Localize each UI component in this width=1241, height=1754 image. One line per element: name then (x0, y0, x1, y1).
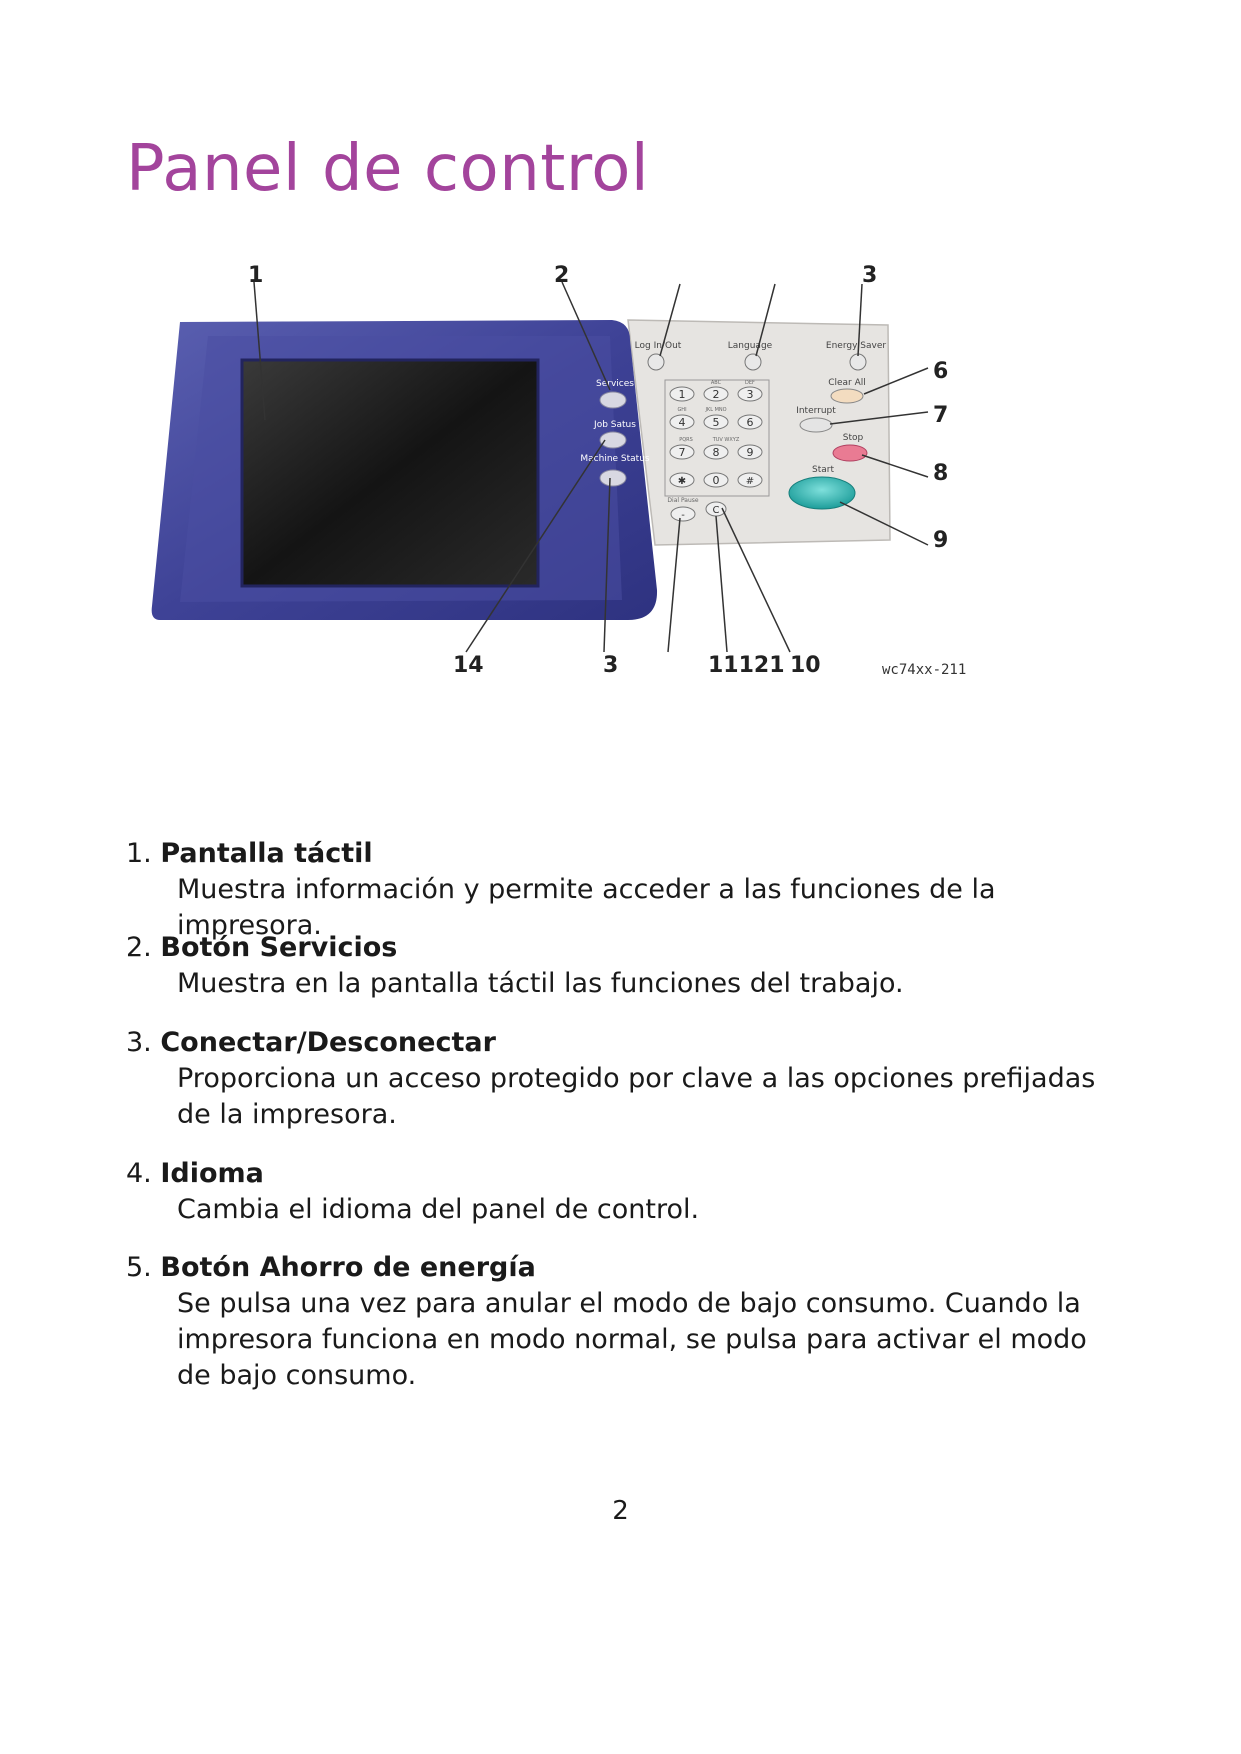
key-9-label: 9 (746, 446, 754, 459)
abc-label: ABC (710, 380, 722, 386)
item-label: Botón Ahorro de energía (160, 1252, 536, 1283)
dial-pause-glyph: - (681, 510, 685, 521)
language-label: Language (727, 341, 773, 351)
key-8-label: 8 (712, 446, 720, 459)
item-number: 3. (126, 1027, 152, 1058)
item-number: 1. (126, 838, 152, 869)
list-item (126, 1250, 1106, 1394)
callout-8-label: 8 (933, 461, 949, 486)
item-label: Pantalla táctil (160, 838, 373, 869)
log-button[interactable] (648, 354, 664, 370)
callout-2-label: 2 (554, 263, 570, 288)
log-label: Log In/Out (634, 341, 682, 351)
control-panel-figure (150, 263, 1080, 770)
key-7-label: 7 (678, 446, 686, 459)
item-description: Muestra información y permite acceder a las funciones de la impresora. (177, 874, 996, 941)
tuv-label: TUV WXYZ (712, 437, 740, 443)
dial-pause-label: Dial Pause (667, 497, 699, 504)
key-0-label: 0 (712, 474, 720, 487)
key-1-label: 1 (678, 388, 686, 401)
energy-label: Energy Saver (825, 341, 887, 351)
item-label: Conectar/Desconectar (160, 1027, 496, 1058)
item-label: Botón Servicios (160, 932, 398, 963)
def-label: DEF (745, 380, 755, 386)
callout-1-label: 1 (248, 263, 264, 288)
callout-3-top-label: 3 (862, 263, 878, 288)
figure-code: wc74xx-211 (882, 662, 967, 678)
key-hash-label: # (745, 476, 755, 487)
list-item (126, 836, 1106, 944)
stop-label: Stop (842, 433, 864, 443)
touch-screen[interactable] (242, 360, 538, 586)
callout-11121-label: 11121 (708, 653, 785, 678)
callout-9-label: 9 (933, 528, 949, 553)
key-3-label: 3 (746, 388, 754, 401)
list-item (126, 1025, 1106, 1133)
page-number: 2 (612, 1496, 629, 1526)
job-status-label: Job Satus (594, 420, 636, 430)
item-number: 2. (126, 932, 152, 963)
jkl-label: JKL MNO (705, 407, 727, 413)
key-6-label: 6 (746, 416, 754, 429)
item-number: 4. (126, 1158, 152, 1189)
clear-all-label: Clear All (828, 378, 866, 388)
services-label: Services (596, 379, 634, 389)
pqrs-label: PQRS (679, 437, 693, 443)
callout-7-label: 7 (933, 403, 949, 428)
key-2-label: 2 (712, 388, 720, 401)
control-panel-diagram (150, 263, 1080, 770)
services-button[interactable] (600, 392, 626, 408)
callout-3-bottom-label: 3 (603, 653, 619, 678)
clear-button-label: C (712, 505, 720, 516)
list-item (126, 1156, 1106, 1228)
list-item (126, 930, 1106, 1002)
machine-status-label: Machine Status (580, 454, 650, 464)
key-4-label: 4 (678, 416, 686, 429)
machine-status-button[interactable] (600, 470, 626, 486)
energy-saver-button[interactable] (850, 354, 866, 370)
key-star-label: ✱ (677, 476, 687, 487)
interrupt-button[interactable] (800, 418, 832, 432)
callout-10-label: 10 (790, 653, 821, 678)
page-title: Panel de control (126, 132, 650, 206)
stop-button[interactable] (833, 445, 867, 461)
callout-6-label: 6 (933, 359, 949, 384)
callout-14-label: 14 (453, 653, 484, 678)
item-number: 5. (126, 1252, 152, 1283)
item-label: Idioma (160, 1158, 264, 1189)
item-description: Se pulsa una vez para anular el modo de bajo consumo. Cuando la impresora funciona en modo normal, se pulsa para activar el modo de bajo consumo. (177, 1288, 1087, 1391)
key-5-label: 5 (712, 416, 720, 429)
interrupt-label: Interrupt (796, 406, 836, 416)
start-label: Start (812, 465, 834, 475)
clear-all-button[interactable] (831, 389, 863, 403)
ghi-label: GHI (677, 407, 687, 413)
item-description: Cambia el idioma del panel de control. (177, 1194, 700, 1225)
item-description: Muestra en la pantalla táctil las funciones del trabajo. (177, 968, 904, 999)
job-status-button[interactable] (600, 432, 626, 448)
item-description: Proporciona un acceso protegido por clave a las opciones prefijadas de la impresora. (177, 1063, 1096, 1130)
language-button[interactable] (745, 354, 761, 370)
